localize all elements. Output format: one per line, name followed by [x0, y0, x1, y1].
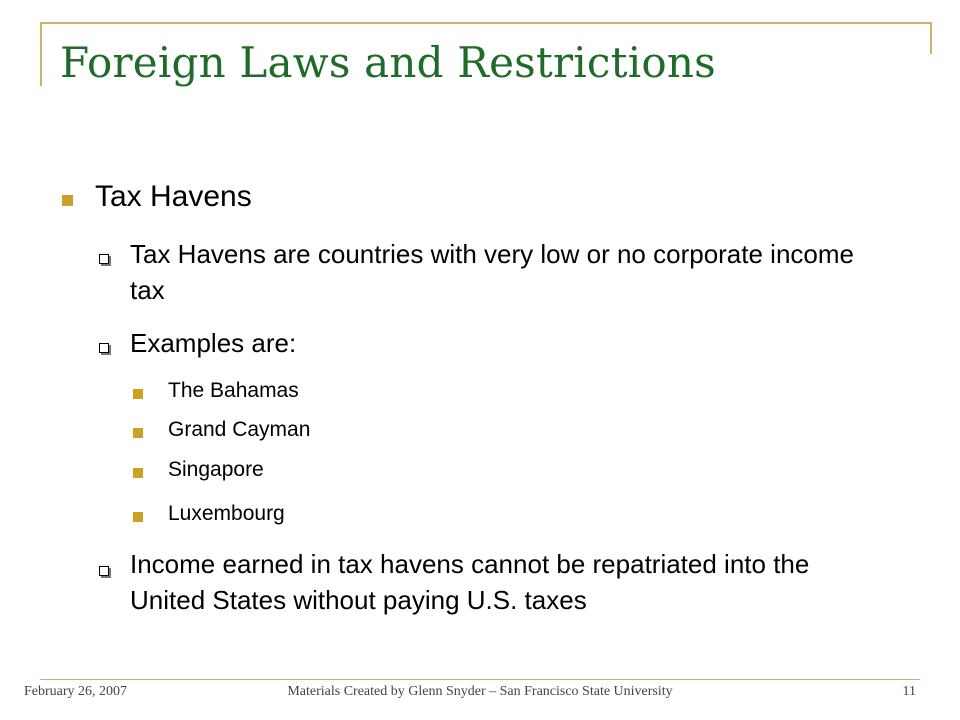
slide-title: Foreign Laws and Restrictions	[60, 38, 716, 87]
example-item: The Bahamas	[168, 379, 299, 402]
bullet-tax-havens: Tax Havens	[95, 180, 252, 213]
page-number: 11	[902, 684, 916, 699]
example-item: Luxembourg	[168, 502, 285, 525]
footer-divider	[40, 679, 920, 680]
example-item: Grand Cayman	[168, 418, 311, 441]
square-bullet-icon	[133, 468, 143, 478]
hollow-square-bullet-icon	[99, 566, 109, 576]
example-item: Singapore	[168, 458, 264, 481]
square-bullet-icon	[133, 428, 143, 438]
square-bullet-icon	[133, 512, 143, 522]
hollow-square-bullet-icon	[99, 343, 109, 353]
bullet-examples-heading: Examples are:	[130, 328, 297, 358]
hollow-square-bullet-icon	[99, 254, 109, 264]
square-bullet-icon	[133, 389, 143, 399]
square-bullet-icon	[62, 195, 73, 206]
footer-date: February 26, 2007	[24, 684, 128, 699]
bullet-repatriation: Income earned in tax havens cannot be repatriated into the United States without paying U.S. taxes	[130, 549, 810, 615]
footer-credit: Materials Created by Glenn Snyder – San Francisco State University	[287, 684, 673, 699]
bullet-definition: Tax Havens are countries with very low or no corporate income tax	[130, 239, 854, 305]
